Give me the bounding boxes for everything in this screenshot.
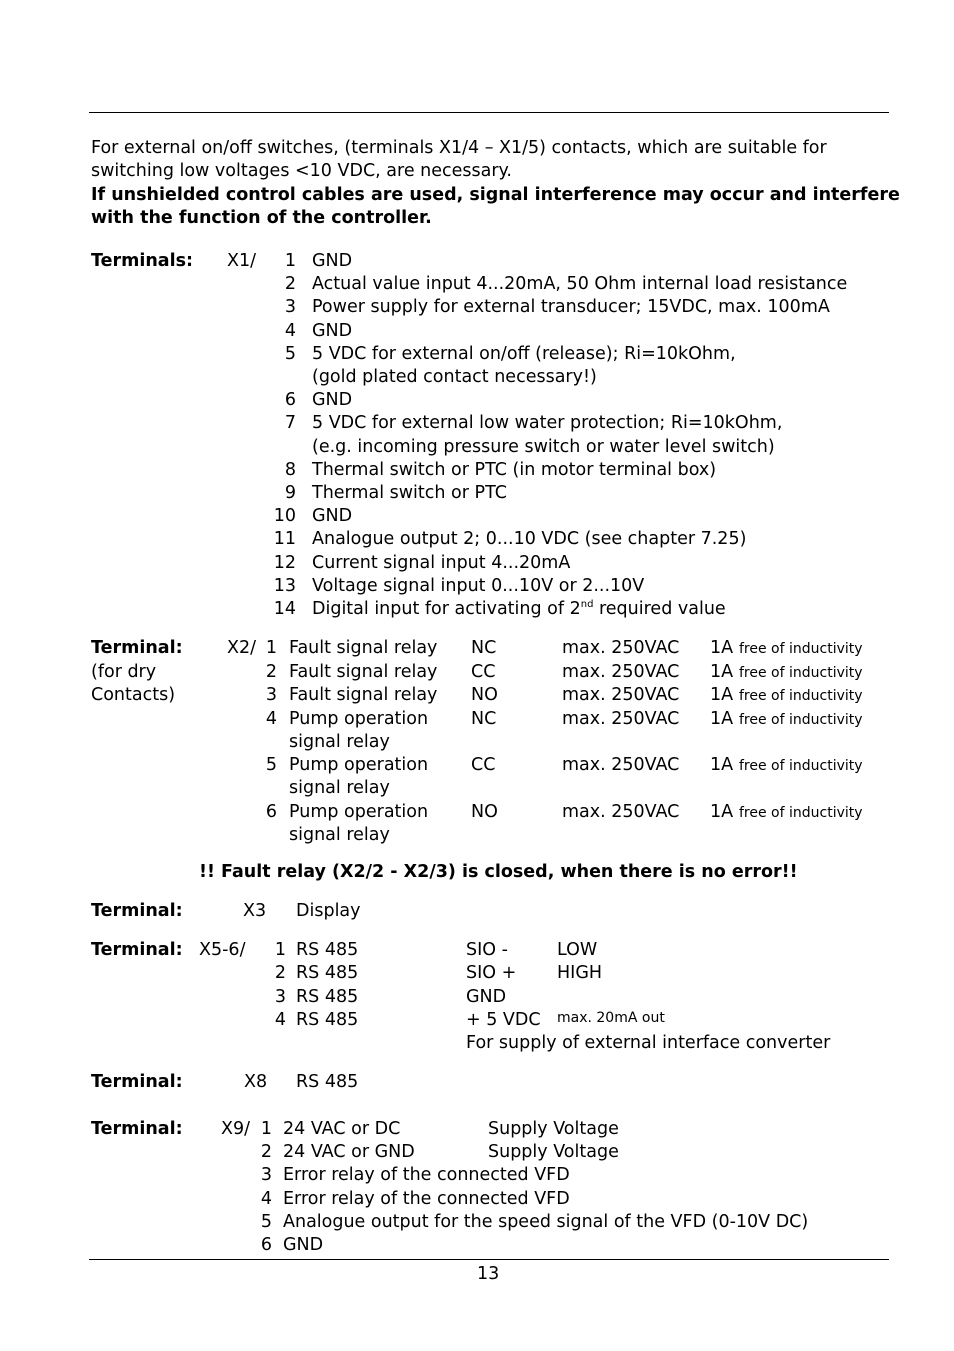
x1-row-text: GND xyxy=(312,390,353,411)
x1-number: 2 xyxy=(284,274,296,295)
x2-current: 1A xyxy=(710,801,734,822)
x56-signal: SIO - xyxy=(466,940,508,960)
x2-sublabel-1: (for dry xyxy=(91,662,157,682)
x2-relay-name-cont: signal relay xyxy=(289,731,390,752)
x2-label: Terminal: xyxy=(91,638,183,658)
x9-row-text: 24 VAC or DC xyxy=(283,1119,401,1139)
x2-relay-name: Pump operation xyxy=(289,801,429,822)
x2-number: 4 xyxy=(265,708,277,729)
fault-relay-note: !! Fault relay (X2/2 - X2/3) is closed, when there is no error!! xyxy=(199,862,798,882)
x9-row-text: Error relay of the connected VFD xyxy=(283,1165,570,1186)
x9-row-text: GND xyxy=(283,1235,324,1255)
x1-prefix: X1/ xyxy=(227,251,257,271)
warning-line-1: If unshielded control cables are used, signal interference may occur and interfere xyxy=(91,185,900,205)
x2-current: 1A xyxy=(710,755,734,775)
x2-contact: CC xyxy=(471,755,496,775)
x56-level: HIGH xyxy=(557,963,603,984)
x56-signal: + 5 VDC xyxy=(466,1009,541,1030)
x2-contact: NO xyxy=(471,685,498,705)
footer-rule xyxy=(89,1259,889,1260)
x8-label: Terminal: xyxy=(91,1072,183,1092)
x9-number: 6 xyxy=(260,1235,272,1255)
x1-label: Terminals: xyxy=(91,251,194,271)
x56-name: RS 485 xyxy=(296,940,359,960)
x1-number: 6 xyxy=(284,390,296,411)
x9-prefix: X9/ xyxy=(221,1119,251,1139)
x1-number: 3 xyxy=(284,297,296,318)
x1-number: 13 xyxy=(273,575,296,596)
x56-number: 2 xyxy=(274,963,286,984)
x1-row-text: Current signal input 4...20mA xyxy=(312,552,571,573)
x9-number: 2 xyxy=(260,1142,272,1163)
x1-number: 12 xyxy=(273,552,296,573)
x9-number: 1 xyxy=(260,1119,272,1139)
intro-line-2: switching low voltages <10 VDC, are necessary. xyxy=(91,161,512,181)
x1-row-text: GND xyxy=(312,320,353,341)
x1-number: 5 xyxy=(284,343,296,364)
x56-level: LOW xyxy=(557,940,598,960)
x1-row-text: Power supply for external transducer; 15VDC, max. 100mA xyxy=(312,297,830,318)
x2-current: 1A xyxy=(710,661,734,682)
x56-label: Terminal: xyxy=(91,940,183,960)
x2-number: 5 xyxy=(265,755,277,775)
x2-relay-name: Pump operation xyxy=(289,755,429,775)
x3-text: Display xyxy=(296,901,361,921)
x2-inductivity-note: free of inductivity xyxy=(739,664,863,681)
x1-row-text: GND xyxy=(312,251,353,271)
x1-number: 4 xyxy=(284,320,296,341)
header-rule xyxy=(89,112,889,113)
x3-prefix: X3 xyxy=(243,901,267,921)
x9-row-text: Error relay of the connected VFD xyxy=(283,1188,570,1209)
x2-inductivity-note: free of inductivity xyxy=(739,688,863,704)
x1-row-text: Voltage signal input 0...10V or 2...10V xyxy=(312,575,645,596)
x1-number: 7 xyxy=(284,413,296,434)
x2-relay-name: Fault signal relay xyxy=(289,661,438,682)
x2-number: 2 xyxy=(265,661,277,682)
x56-level: max. 20mA out xyxy=(557,1009,665,1026)
x1-row-text: Thermal switch or PTC (in motor terminal box) xyxy=(312,459,717,480)
x9-row-extra: Supply Voltage xyxy=(488,1119,619,1139)
x1-row-text: Thermal switch or PTC xyxy=(312,483,507,503)
x2-sublabel-2: Contacts) xyxy=(91,685,176,705)
x1-number: 8 xyxy=(284,459,296,480)
x2-max-voltage: max. 250VAC xyxy=(562,661,680,682)
x1-row-text: 5 VDC for external on/off (release); Ri=10kOhm, xyxy=(312,343,736,364)
x2-max-voltage: max. 250VAC xyxy=(562,708,680,729)
x56-name: RS 485 xyxy=(296,986,359,1007)
x56-number: 3 xyxy=(274,986,286,1007)
x2-max-voltage: max. 250VAC xyxy=(562,755,680,775)
x56-prefix: X5-6/ xyxy=(199,940,246,960)
x2-number: 6 xyxy=(265,801,277,822)
x2-relay-name-cont: signal relay xyxy=(289,778,390,798)
x2-relay-name: Fault signal relay xyxy=(289,638,438,658)
x2-current: 1A xyxy=(710,685,734,705)
x1-number: 14 xyxy=(273,599,296,619)
x2-max-voltage: max. 250VAC xyxy=(562,685,680,705)
x1-number: 10 xyxy=(273,506,296,527)
x9-row-extra: Supply Voltage xyxy=(488,1142,619,1163)
x2-prefix: X2/ xyxy=(227,638,257,658)
x1-number: 11 xyxy=(273,529,296,550)
x2-max-voltage: max. 250VAC xyxy=(562,638,680,658)
x2-inductivity-note: free of inductivity xyxy=(739,758,863,774)
x1-number: 1 xyxy=(284,251,296,271)
x1-row-14 xyxy=(312,598,726,621)
x2-contact: NC xyxy=(471,638,497,658)
x2-current: 1A xyxy=(710,708,734,729)
x56-name: RS 485 xyxy=(296,1009,359,1030)
x1-row-14-text-end: required value xyxy=(593,599,726,619)
x56-signal: SIO + xyxy=(466,963,517,984)
x9-number: 3 xyxy=(260,1165,272,1186)
x2-number: 1 xyxy=(265,638,277,658)
x56-signal: GND xyxy=(466,986,507,1007)
x8-text: RS 485 xyxy=(296,1072,359,1092)
intro-line-1: For external on/off switches, (terminals X1/4 – X1/5) contacts, which are suitable for xyxy=(91,138,827,158)
x1-row-text: Analogue output 2; 0...10 VDC (see chapter 7.25) xyxy=(312,529,747,550)
x2-contact: NC xyxy=(471,708,497,729)
x3-label: Terminal: xyxy=(91,901,183,921)
x1-row-text: (gold plated contact necessary!) xyxy=(312,367,597,387)
x9-number: 4 xyxy=(260,1188,272,1209)
x1-row-text: GND xyxy=(312,506,353,527)
x56-supply-note: For supply of external interface converter xyxy=(466,1033,831,1053)
x2-contact: CC xyxy=(471,661,496,682)
x1-row-text: 5 VDC for external low water protection; Ri=10kOhm, xyxy=(312,413,783,434)
x2-inductivity-note: free of inductivity xyxy=(739,804,863,821)
x1-row-text: (e.g. incoming pressure switch or water level switch) xyxy=(312,436,775,457)
x56-number: 1 xyxy=(274,940,286,960)
page-number: 13 xyxy=(477,1264,500,1284)
x56-name: RS 485 xyxy=(296,963,359,984)
x9-label: Terminal: xyxy=(91,1119,183,1139)
x2-relay-name-cont: signal relay xyxy=(289,824,390,845)
x9-number: 5 xyxy=(260,1211,272,1232)
x2-inductivity-note: free of inductivity xyxy=(739,711,863,728)
x9-row-text: Analogue output for the speed signal of the VFD (0-10V DC) xyxy=(283,1211,809,1232)
x1-row-text: Actual value input 4...20mA, 50 Ohm internal load resistance xyxy=(312,274,848,295)
x1-row-14-text: Digital input for activating of 2 xyxy=(312,599,581,619)
x1-row-14-sup: nd xyxy=(580,599,594,611)
x2-current: 1A xyxy=(710,638,734,658)
x2-number: 3 xyxy=(265,685,277,705)
warning-line-2: with the function of the controller. xyxy=(91,208,432,228)
x2-max-voltage: max. 250VAC xyxy=(562,801,680,822)
x2-relay-name: Pump operation xyxy=(289,708,429,729)
x2-contact: NO xyxy=(471,801,498,822)
x2-relay-name: Fault signal relay xyxy=(289,685,438,705)
x2-inductivity-note: free of inductivity xyxy=(739,641,863,657)
x8-prefix: X8 xyxy=(244,1072,268,1092)
x56-number: 4 xyxy=(274,1009,286,1030)
x9-row-text: 24 VAC or GND xyxy=(283,1142,415,1163)
x1-number: 9 xyxy=(284,483,296,503)
